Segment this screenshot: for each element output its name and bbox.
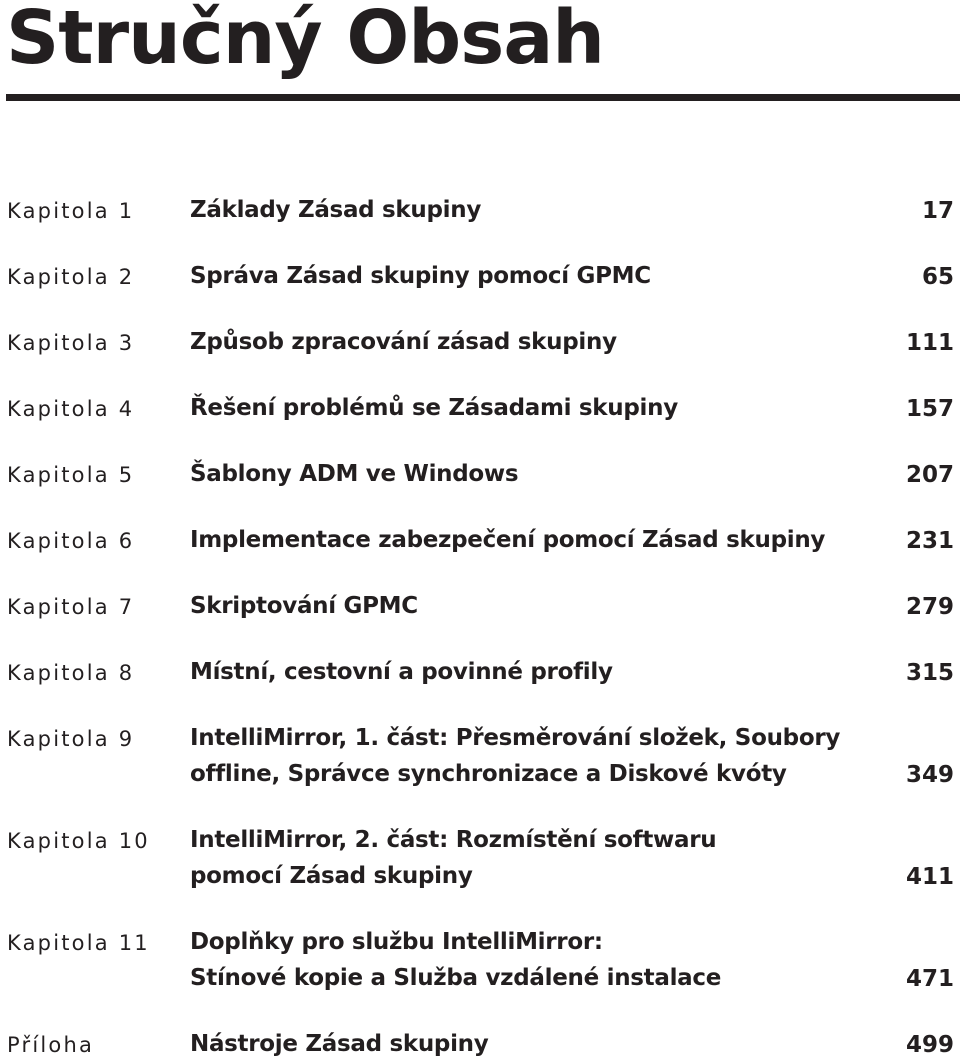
chapter-title-line: Řešení problémů se Zásadami skupiny xyxy=(190,395,678,421)
chapter-title-line: Implementace zabezpečení pomocí Zásad skupiny xyxy=(190,527,826,553)
chapter-label: Kapitola 4 xyxy=(7,397,135,421)
chapter-title xyxy=(190,588,880,624)
chapter-label: Kapitola 8 xyxy=(7,661,135,685)
chapter-label: Kapitola 3 xyxy=(7,331,135,355)
page-number: 207 xyxy=(905,462,954,488)
chapter-title xyxy=(190,192,880,228)
chapter-label: Kapitola 11 xyxy=(7,931,150,955)
chapter-label: Kapitola 1 xyxy=(7,199,135,223)
chapter-title xyxy=(190,720,880,792)
chapter-title-line: pomocí Zásad skupiny xyxy=(190,863,473,889)
chapter-title xyxy=(190,822,880,894)
chapter-label: Kapitola 6 xyxy=(7,529,135,553)
chapter-title xyxy=(190,522,880,558)
chapter-title-line: Způsob zpracování zásad skupiny xyxy=(190,329,617,355)
chapter-title xyxy=(190,390,880,426)
chapter-label: Kapitola 7 xyxy=(7,595,135,619)
page-number: 111 xyxy=(905,330,954,356)
page-number: 17 xyxy=(921,198,954,224)
page-number: 65 xyxy=(921,264,954,290)
page-number: 157 xyxy=(905,396,954,422)
chapter-label: Kapitola 10 xyxy=(7,829,150,853)
chapter-title-line: Správa Zásad skupiny pomocí GPMC xyxy=(190,263,651,289)
page-number: 349 xyxy=(905,762,954,788)
chapter-title-line: Skriptování GPMC xyxy=(190,593,418,619)
page-number: 279 xyxy=(905,594,954,620)
chapter-title-line: Místní, cestovní a povinné profily xyxy=(190,659,613,685)
page-title: Stručný Obsah xyxy=(6,0,604,81)
chapter-title xyxy=(190,924,880,996)
chapter-title-line: Šablony ADM ve Windows xyxy=(190,461,519,487)
chapter-title-line: IntelliMirror, 1. část: Přesměrování složek, Soubory xyxy=(190,725,841,751)
chapter-label: Kapitola 2 xyxy=(7,265,135,289)
chapter-title xyxy=(190,258,880,294)
chapter-title xyxy=(190,1026,880,1062)
chapter-title-line: Stínové kopie a Služba vzdálené instalace xyxy=(190,965,722,991)
page-number: 315 xyxy=(905,660,954,686)
chapter-title-line: Základy Zásad skupiny xyxy=(190,197,482,223)
chapter-title xyxy=(190,324,880,360)
page-number: 231 xyxy=(905,528,954,554)
chapter-label: Kapitola 9 xyxy=(7,727,135,751)
chapter-title xyxy=(190,456,880,492)
chapter-title xyxy=(190,654,880,690)
page-number: 499 xyxy=(905,1032,954,1058)
chapter-label: Kapitola 5 xyxy=(7,463,135,487)
page-number: 411 xyxy=(905,864,954,890)
page-number: 471 xyxy=(905,966,954,992)
chapter-label: Příloha xyxy=(7,1033,95,1057)
chapter-title-line: Nástroje Zásad skupiny xyxy=(190,1031,489,1057)
chapter-title-line: offline, Správce synchronizace a Diskové kvóty xyxy=(190,761,787,787)
chapter-title-line: IntelliMirror, 2. část: Rozmístění softwaru xyxy=(190,827,717,853)
chapter-title-line: Doplňky pro službu IntelliMirror: xyxy=(190,929,603,955)
